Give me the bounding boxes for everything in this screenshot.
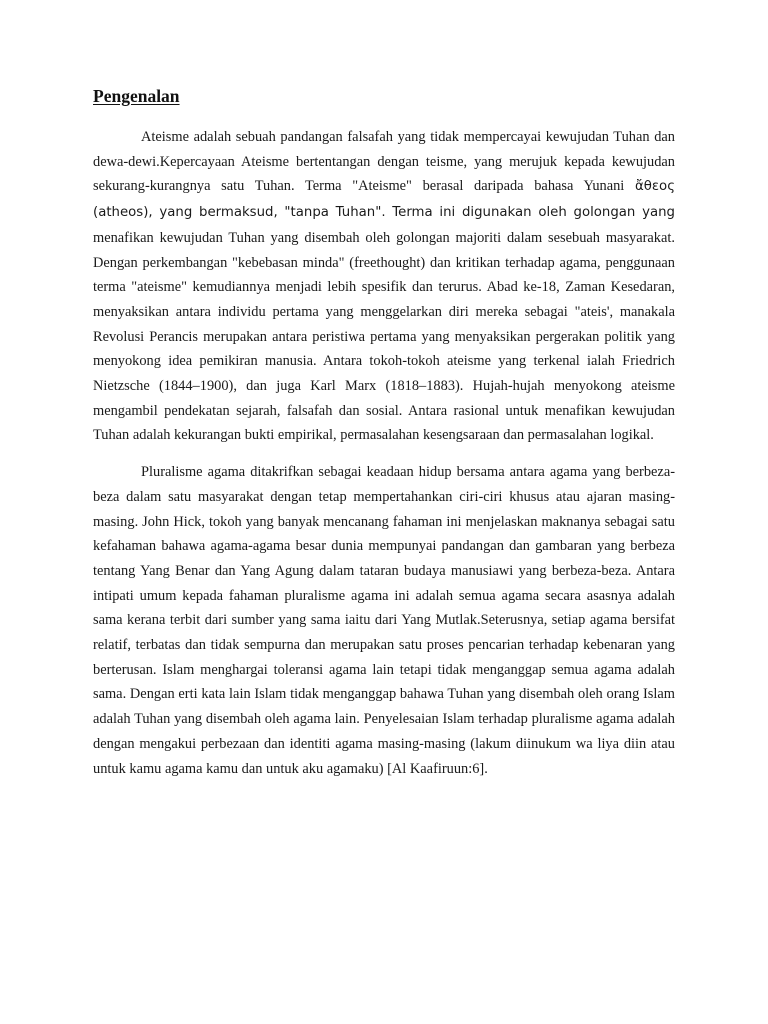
paragraph-pluralism: Pluralisme agama ditakrifkan sebagai keadaan hidup bersama antara agama yang berbeza-beza dalam satu masyarakat dengan tetap mempertahankan ciri-ciri khusus atau ajaran masing-masing. John Hick, tokoh yang banyak mencanang fahaman ini menjelaskan maknanya sebagai satu kefahaman bahawa agama-agama besar dunia mempunyai pandangan dan gambaran yang berbeza tentang Yang Benar dan Yang Agung dalam tataran budaya manusiawi yang berbeza-beza. Antara intipati umum kepada fahaman pluralisme agama ini adalah semua agama secara asasnya adalah sama kerana terbit dari sumber yang sama iaitu dari Yang Mutlak.Seterusnya, setiap agama bersifat relatif, terbatas dan tidak sempurna dan merupakan satu proses pencarian terhadap kebenaran yang berterusan. Islam menghargai toleransi agama lain tetapi tidak menganggap semua agama adalah sama. Dengan erti kata lain Islam tidak menganggap bahawa Tuhan yang disembah oleh orang Islam adalah Tuhan yang disembah oleh agama lain. Penyelesaian Islam terhadap pluralisme agama adalah dengan mengakui perbezaan dan identiti agama masing-masing (lakum diinukum wa liya diin atau untuk kamu agama kamu dan untuk aku agamaku) [Al Kaafiruun:6]. — [93, 464, 675, 777]
section-heading: Pengenalan — [93, 86, 180, 106]
document-body — [93, 84, 675, 781]
paragraph-atheism — [93, 125, 675, 448]
paragraph-atheism-text-start: Ateisme adalah sebuah pandangan falsafah yang tidak mempercayai kewujudan Tuhan dan dewa-dewi.Kepercayaan Ateisme bertentangan dengan teisme, yang merujuk kepada kewujudan sekurang-kurangnya satu Tuhan. Terma "Ateisme" berasal daripada bahasa Yunani — [93, 129, 675, 195]
paragraph-atheism-greek-term: ἄθεος (atheos), yang bermaksud, "tanpa Tuhan". Terma ini digunakan oleh golongan yang — [93, 179, 675, 221]
paragraph-atheism-text-end: menafikan kewujudan Tuhan yang disembah oleh golongan majoriti dalam sesebuah masyarakat. Dengan perkembangan "kebebasan minda" (freethought) dan kritikan terhadap agama, penggunaan terma "ateisme" kemudiannya menjadi lebih spesifik dan terurus. Abad ke-18, Zaman Kesedaran, menyaksikan antara individu pertama yang menggelarkan diri mereka sebagai "ateis', manakala Revolusi Perancis merupakan antara peristiwa pertama yang menyaksikan pergerakan politik yang menyokong idea pemikiran manusia. Antara tokoh-tokoh ateisme yang terkenal ialah Friedrich Nietzsche (1844–1900), dan juga Karl Marx (1818–1883). Hujah-hujah menyokong ateisme mengambil pendekatan sejarah, falsafah dan sosial. Antara rasional untuk menafikan kewujudan Tuhan adalah kekurangan bukti empirikal, permasalahan kesengsaraan dan permasalahan logikal. — [93, 229, 675, 444]
